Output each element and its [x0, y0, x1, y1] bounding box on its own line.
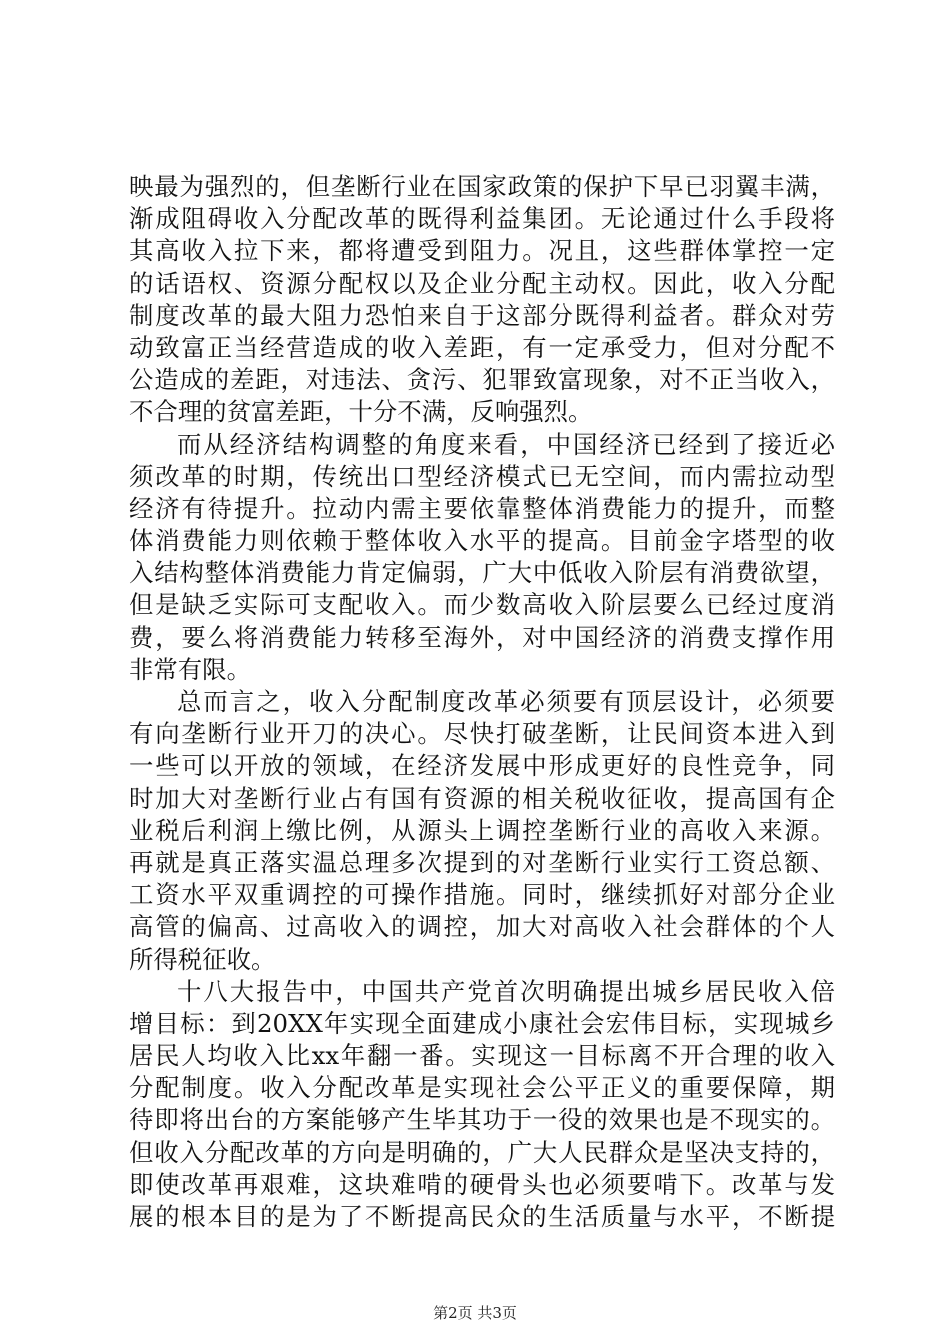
text-line: 一些可以开放的领域，在经济发展中形成更好的良性竞争，同: [129, 751, 835, 781]
text-line: 的话语权、资源分配权以及企业分配主动权。因此，收入分配: [129, 268, 835, 298]
text-line: 但是缺乏实际可支配收入。而少数高收入阶层要么已经过度消: [129, 590, 835, 620]
text-line: 经济有待提升。拉动内需主要依靠整体消费能力的提升，而整: [129, 493, 835, 523]
text-line: 费，要么将消费能力转移至海外，对中国经济的消费支撑作用: [129, 622, 835, 652]
text-line: 工资水平双重调控的可操作措施。同时，继续抓好对部分企业: [129, 880, 835, 910]
text-line: 须改革的时期，传统出口型经济模式已无空间，而内需拉动型: [129, 461, 835, 491]
body-text: [129, 171, 835, 1233]
text-line: 有向垄断行业开刀的决心。尽快打破垄断，让民间资本进入到: [129, 719, 835, 749]
text-line: 渐成阻碍收入分配改革的既得利益集团。无论通过什么手段将: [129, 204, 835, 234]
text-line: 体消费能力则依赖于整体收入水平的提高。目前金字塔型的收: [129, 526, 835, 556]
text-line: 其高收入拉下来，都将遭受到阻力。况且，这些群体掌控一定: [129, 236, 835, 266]
text-line: 待即将出台的方案能够产生毕其功于一役的效果也是不现实的。: [129, 1105, 835, 1135]
text-line: 分配制度。收入分配改革是实现社会公平正义的重要保障，期: [129, 1073, 835, 1103]
text-line: 总而言之，收入分配制度改革必须要有顶层设计，必须要: [177, 687, 835, 716]
text-line: 非常有限。: [129, 654, 251, 684]
text-line: 时加大对垄断行业占有国有资源的相关税收征收，提高国有企: [129, 783, 835, 813]
text-line: 增目标：到20XX年实现全面建成小康社会宏伟目标，实现城乡: [129, 1008, 835, 1038]
text-line: 所得税征收。: [129, 944, 276, 974]
text-line: 但收入分配改革的方向是明确的，广大人民群众是坚决支持的，: [129, 1137, 835, 1167]
text-line: 入结构整体消费能力肯定偏弱，广大中低收入阶层有消费欲望，: [129, 558, 835, 588]
text-line: 再就是真正落实温总理多次提到的对垄断行业实行工资总额、: [129, 847, 835, 877]
text-line: 居民人均收入比xx年翻一番。实现这一目标离不开合理的收入: [129, 1041, 835, 1071]
text-line: 业税后利润上缴比例，从源头上调控垄断行业的高收入来源。: [129, 815, 835, 845]
text-line: 高管的偏高、过高收入的调控，加大对高收入社会群体的个人: [129, 912, 835, 942]
text-line: 而从经济结构调整的角度来看，中国经济已经到了接近必: [177, 429, 835, 459]
page-footer: 第2页 共3页: [433, 1304, 517, 1322]
text-line: 十八大报告中，中国共产党首次明确提出城乡居民收入倍: [177, 976, 835, 1006]
text-line: 展的根本目的是为了不断提高民众的生活质量与水平，不断提: [129, 1202, 835, 1231]
text-line: 即使改革再艰难，这块难啃的硬骨头也必须要啃下。改革与发: [129, 1169, 835, 1199]
text-line: 动致富正当经营造成的收入差距，有一定承受力，但对分配不: [129, 332, 835, 362]
text-line: 制度改革的最大阻力恐怕来自于这部分既得利益者。群众对劳: [129, 300, 835, 330]
text-line: 映最为强烈的，但垄断行业在国家政策的保护下早已羽翼丰满，: [129, 172, 835, 201]
text-line: 公造成的差距，对违法、贪污、犯罪致富现象，对不正当收入，: [129, 365, 835, 395]
text-line: 不合理的贫富差距，十分不满，反响强烈。: [129, 397, 593, 427]
